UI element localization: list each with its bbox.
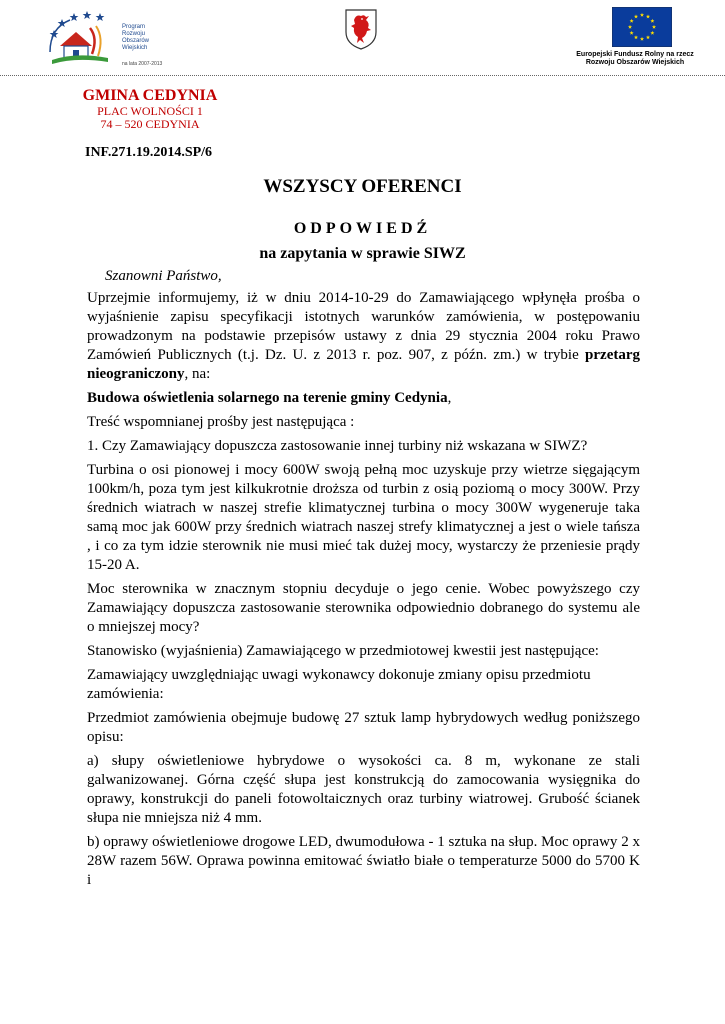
document-subtitle: na zapytania w sprawie SIWZ (259, 245, 466, 262)
sender-street: PLAC WOLNOŚCI 1 (97, 104, 203, 118)
item-a-paragraph: a) słupy oświetleniowe hybrydowe o wysokości ca. 8 m, wykonane ze stali galwanizowanej. Górna część słupa jest konstrukcją do zamocowania wysięgnika do oprawy, konstrukcji do paneli fotowoltaicznych oraz turbiny wiatrowej. Grubość ścianek słupa nie mniejsza niż 4 mm. (87, 753, 640, 826)
request-lead: Treść wspomnianej prośby jest następująca : (87, 414, 355, 430)
position-lead: Stanowisko (wyjaśnienia) Zamawiającego w przedmiotowej kwestii jest następujące: (87, 643, 599, 659)
prow-logo-text (122, 24, 149, 52)
prow-line: Rozwoju (122, 31, 146, 37)
coat-of-arms-icon (344, 8, 378, 50)
scope-paragraph: Przedmiot zamówienia obejmuje budowę 27 sztuk lamp hybrydowych według poniższego opisu: (87, 710, 640, 745)
position-paragraph: Zamawiający uwzględniając uwagi wykonawcy dokonuje zmiany opisu przedmiotu zamówienia: (87, 667, 591, 702)
prow-line: Wiejskich (122, 45, 148, 51)
reference-number: INF.271.19.2014.SP/6 (85, 145, 213, 160)
item-b-paragraph: b) oprawy oświetleniowe drogowe LED, dwumodułowa - 1 sztuka na słup. Moc oprawy 2 x 28W razem 56W. Oprawa powinna emitować światło białe o temperaturze 5000 do 5700 K i (87, 834, 640, 888)
sender-address (74, 86, 226, 131)
prow-years: na lata 2007-2013 (122, 61, 163, 67)
prow-emblem-icon (46, 6, 121, 66)
recipients-heading: WSZYSCY OFERENCI (263, 176, 462, 197)
sender-name: GMINA CEDYNIA (82, 87, 218, 104)
procedure-type: przetarg nieograniczony (87, 347, 640, 382)
prow-line: Obszarów (122, 38, 150, 44)
program-rozwoju-logo (46, 6, 181, 66)
header-divider (0, 75, 725, 76)
intro-paragraph (87, 289, 640, 384)
project-suffix: , (447, 390, 452, 406)
turbine-paragraph: Turbina o osi pionowej i mocy 600W swoją pełną moc uzyskuje przy wietrze sięgającym 100km/h, poza tym jest kilkukrotnie droższa od turbin z osią poziomą o mocy 300W. Przy średnich wiatrach w naszej strefie klimatycznej turbina o mocy 300W wygeneruje taka samą moc jak 600W przy średnich wiatrach naszej strefy klimatycznej a jest o wiele tańsza , i co za tym idzie sterownik nie musi mieć tak dużej mocy, wystarczy że przeniesie prądy 15-20 A. (87, 462, 640, 573)
eu-flag-icon (612, 7, 672, 47)
eu-caption-line: Europejski Fundusz Rolny na rzecz (576, 51, 694, 58)
sender-city: 74 – 520 CEDYNIA (100, 117, 200, 131)
intro-text: Uprzejmie informujemy, iż w dniu 2014-10-29 do Zamawiającego wpłynęła prośba o wyjaśnienie zapisu specyfikacji istotnych warunków zamówienia, w postępowaniu prowadzonym na podstawie przepisów ustawy z dnia 29 stycznia 2004 roku Prawo Zamówień Publicznych (t.j. Dz. U. z 2013 r. poz. 907, z późn. zm.) w trybie (87, 290, 640, 363)
project-name: Budowa oświetlenia solarnego na terenie gminy Cedynia (87, 390, 448, 406)
controller-paragraph: Moc sterownika w znacznym stopniu decyduje o jego cenie. Wobec powyższego czy Zamawiający dopuszcza zastosowanie sterownika odpowiednio dobranego do systemu ale o mniejszej mocy? (87, 581, 640, 635)
question-1: 1. Czy Zamawiający dopuszcza zastosowanie innej turbiny niż wskazana w SIWZ? (87, 438, 588, 454)
eu-fund-caption (560, 51, 710, 67)
letter-body (87, 289, 640, 895)
project-paragraph (87, 389, 640, 408)
intro-text-end: , na: (184, 366, 211, 382)
eu-caption-line: Rozwoju Obszarów Wiejskich (585, 59, 685, 66)
salutation: Szanowni Państwo, (105, 268, 222, 284)
prow-line: Program (122, 24, 146, 30)
document-title: ODPOWIEDŹ (293, 220, 432, 237)
